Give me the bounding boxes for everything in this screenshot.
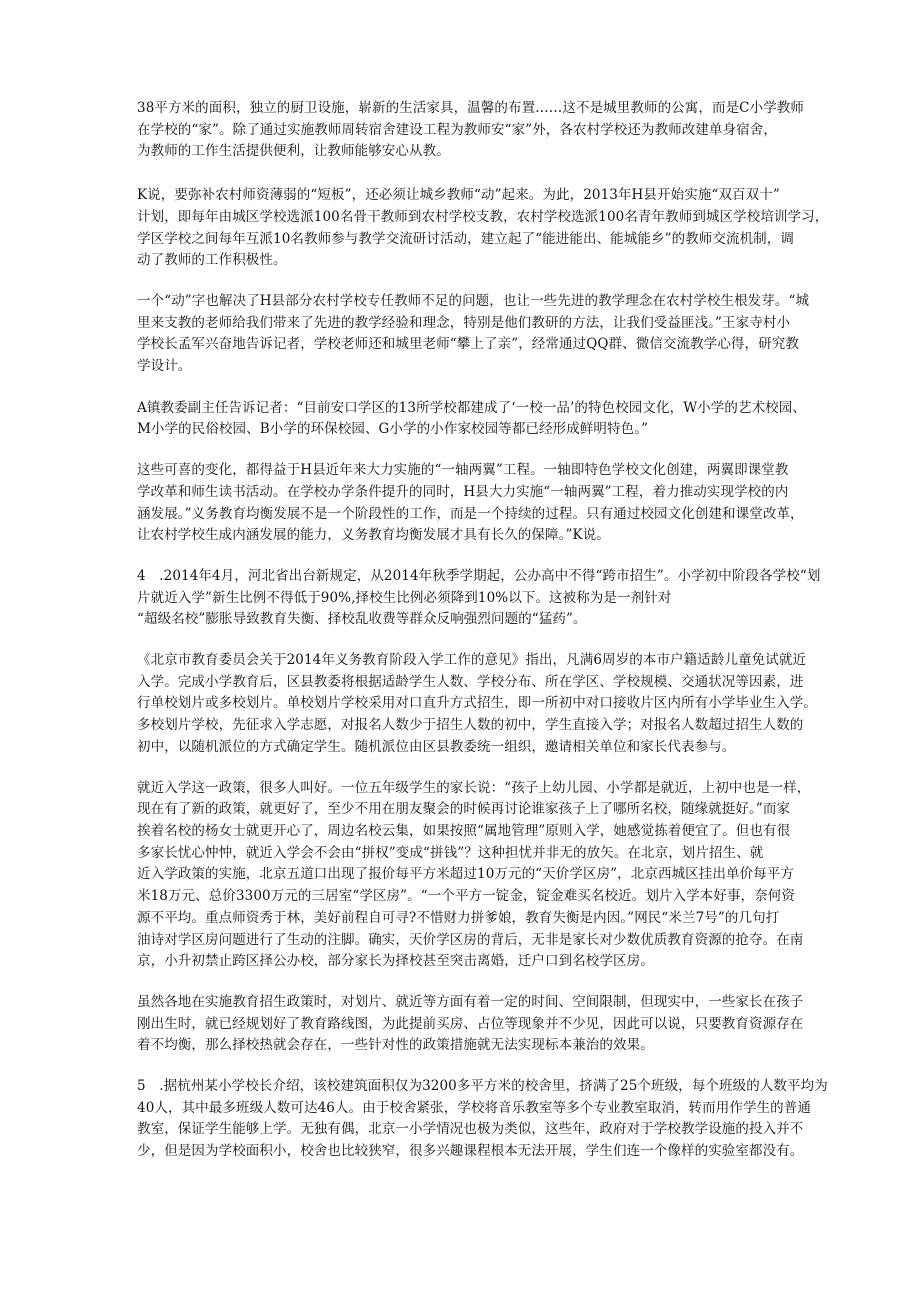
paragraph-10	[137, 1076, 828, 1163]
paragraph-line: 教室，保证学生能够上学。无独有偶，北京一小学情况也极为类似，这些年，政府对于学校教学设施的投入并不	[137, 1121, 804, 1138]
paragraph-6	[137, 566, 821, 631]
paragraph-line: 源不平均。重点师资秀于林，美好前程自可寻?不惜财力拼爹娘，教育失衡是内因。”网民“米兰7号”的几句打	[137, 909, 780, 926]
paragraph-line: 学设计。	[137, 358, 192, 375]
paragraph-line: 让农村学校生成内涵发展的能力，义务教育均衡发展才具有长久的保障。”K说。	[137, 527, 610, 544]
paragraph-line: 为教师的工作生活提供便利，让教师能够安心从教。	[137, 143, 450, 160]
paragraph-line: 少，但是因为学校面积小，校舍也比较狭窄，很多兴趣课程根本无法开展，学生们连一个像样的实验室都没有。	[137, 1143, 804, 1160]
paragraph-line: A镇教委副主任告诉记者：“目前安口学区的13所学校都建成了‘一校一品’的特色校园文化，W小学的艺术校园、	[137, 399, 806, 416]
paragraph-9	[137, 992, 804, 1057]
paragraph-line: 片就近入学”新生比例不得低于90%,择校生比例必须降到10%以下。这被称为是一剂针对	[137, 589, 672, 606]
paragraph-line: 动了教师的工作积极性。	[137, 252, 287, 269]
paragraph-7	[137, 650, 817, 759]
paragraph-line: 多校划片学校，先征求入学志愿，对报名人数少于招生人数的初中，学生直接入学；对报名人数超过招生人数的	[137, 717, 804, 734]
paragraph-line: 入学。完成小学教育后，区县教委将根据适龄学生人数、学校分布、所在学区、学校规模、交通状况等因素，进	[137, 673, 804, 690]
paragraph-line: 行单校划片或多校划片。单校划片学校采用对口直升方式招生，即一所初中对口接收片区内所有小学毕业生入学。	[137, 695, 817, 712]
paragraph-3	[137, 291, 810, 378]
paragraph-line: 在学校的“家”。除了通过实施教师周转宿舍建设工程为教师安“家”外，各农村学校还为教师改建单身宿舍，	[137, 121, 778, 138]
paragraph-line: 4 .2014年4月，河北省出台新规定，从2014年秋季学期起，公办高中不得“跨市招生”。小学初中阶段各学校“划	[137, 567, 821, 584]
paragraph-line: 学校长孟军兴奋地告诉记者，学校老师还和城里老师“攀上了亲”，经常通过QQ群、微信交流教学心得，研究教	[137, 336, 799, 353]
paragraph-5	[137, 460, 804, 547]
paragraph-line: M小学的民俗校园、B小学的环保校园、G小学的小作家校园等都已经形成鲜明特色。”	[137, 421, 649, 438]
paragraph-line: 京，小升初禁止跨区择公办校，部分家长为择校甚至突击离婚，迁户口到名校学区房。	[137, 953, 654, 970]
paragraph-line: 一个“动”字也解决了H县部分农村学校专任教师不足的问题，也让一些先进的教学理念在农村学校生根发芽。“城	[137, 292, 810, 309]
paragraph-line: 38平方米的面积，独立的厨卫设施，崭新的生活家具，温馨的布置……这不是城里教师的公寓，而是C小学教师	[137, 100, 805, 116]
paragraph-line: 40人，其中最多班级人数可达46人。由于校舍紧张，学校将音乐教室等多个专业教室取消，转而用作学生的普通	[137, 1099, 811, 1116]
paragraph-4	[137, 398, 806, 441]
paragraph-line: 涵发展。”义务教育均衡发展不是一个阶段性的工作，而是一个持续的过程。只有通过校园文化创建和课堂改革，	[137, 505, 804, 522]
paragraph-line: 挨着名校的杨女士就更开心了，周边名校云集，如果按照“属地管理”原则入学，她感觉拣着便宜了。但也有很	[137, 822, 791, 839]
paragraph-line: 学区学校之间每年互派10名教师参与教学交流研讨活动，建立起了“能进能出、能城能乡”的教师交流机制，调	[137, 230, 794, 247]
paragraph-line: 里来支教的老师给我们带来了先进的教学经验和理念，特别是他们教研的方法，让我们受益匪浅。”王家寺村小	[137, 314, 791, 331]
paragraph-line: 学改革和师生读书活动。在学校办学条件提升的同时，H县大力实施“一轴两翼”工程，着力推动实现学校的内	[137, 483, 789, 500]
paragraph-line: 就近入学这一政策，很多人叫好。一位五年级学生的家长说：“孩子上幼儿园、小学都是就近，上初中也是一样，	[137, 779, 811, 796]
paragraph-line: “超级名校”膨胀导致教育失衡、择校乱收费等群众反响强烈问题的“猛药”。	[137, 611, 587, 628]
paragraph-line: 计划，即每年由城区学校选派100名骨干教师到农村学校支教，农村学校选派100名青年教师到城区学校培训学习，	[137, 208, 829, 225]
paragraph-line: 《北京市教育委员会关于2014年义务教育阶段入学工作的意见》指出，凡满6周岁的本市户籍适龄儿童免试就近	[137, 652, 807, 669]
document-page	[137, 98, 829, 1182]
paragraph-line: 现在有了新的政策，就更好了，至少不用在朋友聚会的时候再讨论谁家孩子上了哪所名校，随缘就挺好。”而家	[137, 801, 791, 818]
paragraph-line: K说，要弥补农村师资薄弱的“短板”，还必须让城乡教师“动”起来。为此，2013年H县开始实施“双百双十”	[137, 187, 780, 204]
paragraph-line: 多家长忧心忡忡，就近入学会不会由“拼权”变成“拼钱”？这种担忧并非无的放矢。在北京，划片招生、就	[137, 844, 764, 861]
paragraph-1	[137, 98, 805, 163]
paragraph-line: 刚出生时，就已经规划好了教育路线图，为此提前买房、占位等现象并不少见，因此可以说，只要教育资源存在	[137, 1015, 804, 1032]
paragraph-line: 着不均衡，那么择校热就会存在，一些针对性的政策措施就无法实现标本兼治的效果。	[137, 1037, 654, 1054]
paragraph-line: 初中，以随机派位的方式确定学生。随机派位由区县教委统一组织，邀请相关单位和家长代表参与。	[137, 738, 736, 755]
paragraph-line: 这些可喜的变化，都得益于H县近年来大力实施的“一轴两翼”工程。一轴即特色学校文化创建，两翼即课堂教	[137, 462, 789, 479]
paragraph-8	[137, 778, 811, 973]
paragraph-2	[137, 185, 829, 272]
paragraph-line: 近入学政策的实施，北京五道口出现了报价每平方米超过10万元的“天价学区房”，北京西城区挂出单价每平方	[137, 866, 794, 883]
paragraph-line: 油诗对学区房问题进行了生动的注脚。确实，天价学区房的背后，无非是家长对少数优质教育资源的抢夺。在南	[137, 931, 804, 948]
paragraph-line: 5 .据杭州某小学校长介绍，该校建筑面积仅为3200多平方米的校舍里，挤满了25个班级，每个班级的人数平均为	[137, 1078, 828, 1095]
paragraph-line: 虽然各地在实施教育招生政策时，对划片、就近等方面有着一定的时间、空间限制，但现实中，一些家长在孩子	[137, 993, 804, 1010]
paragraph-line: 米18万元、总价3300万元的三居室“学区房”。“一个平方一锭金，锭金难买名校近。划片入学本好事，奈何资	[137, 888, 795, 905]
